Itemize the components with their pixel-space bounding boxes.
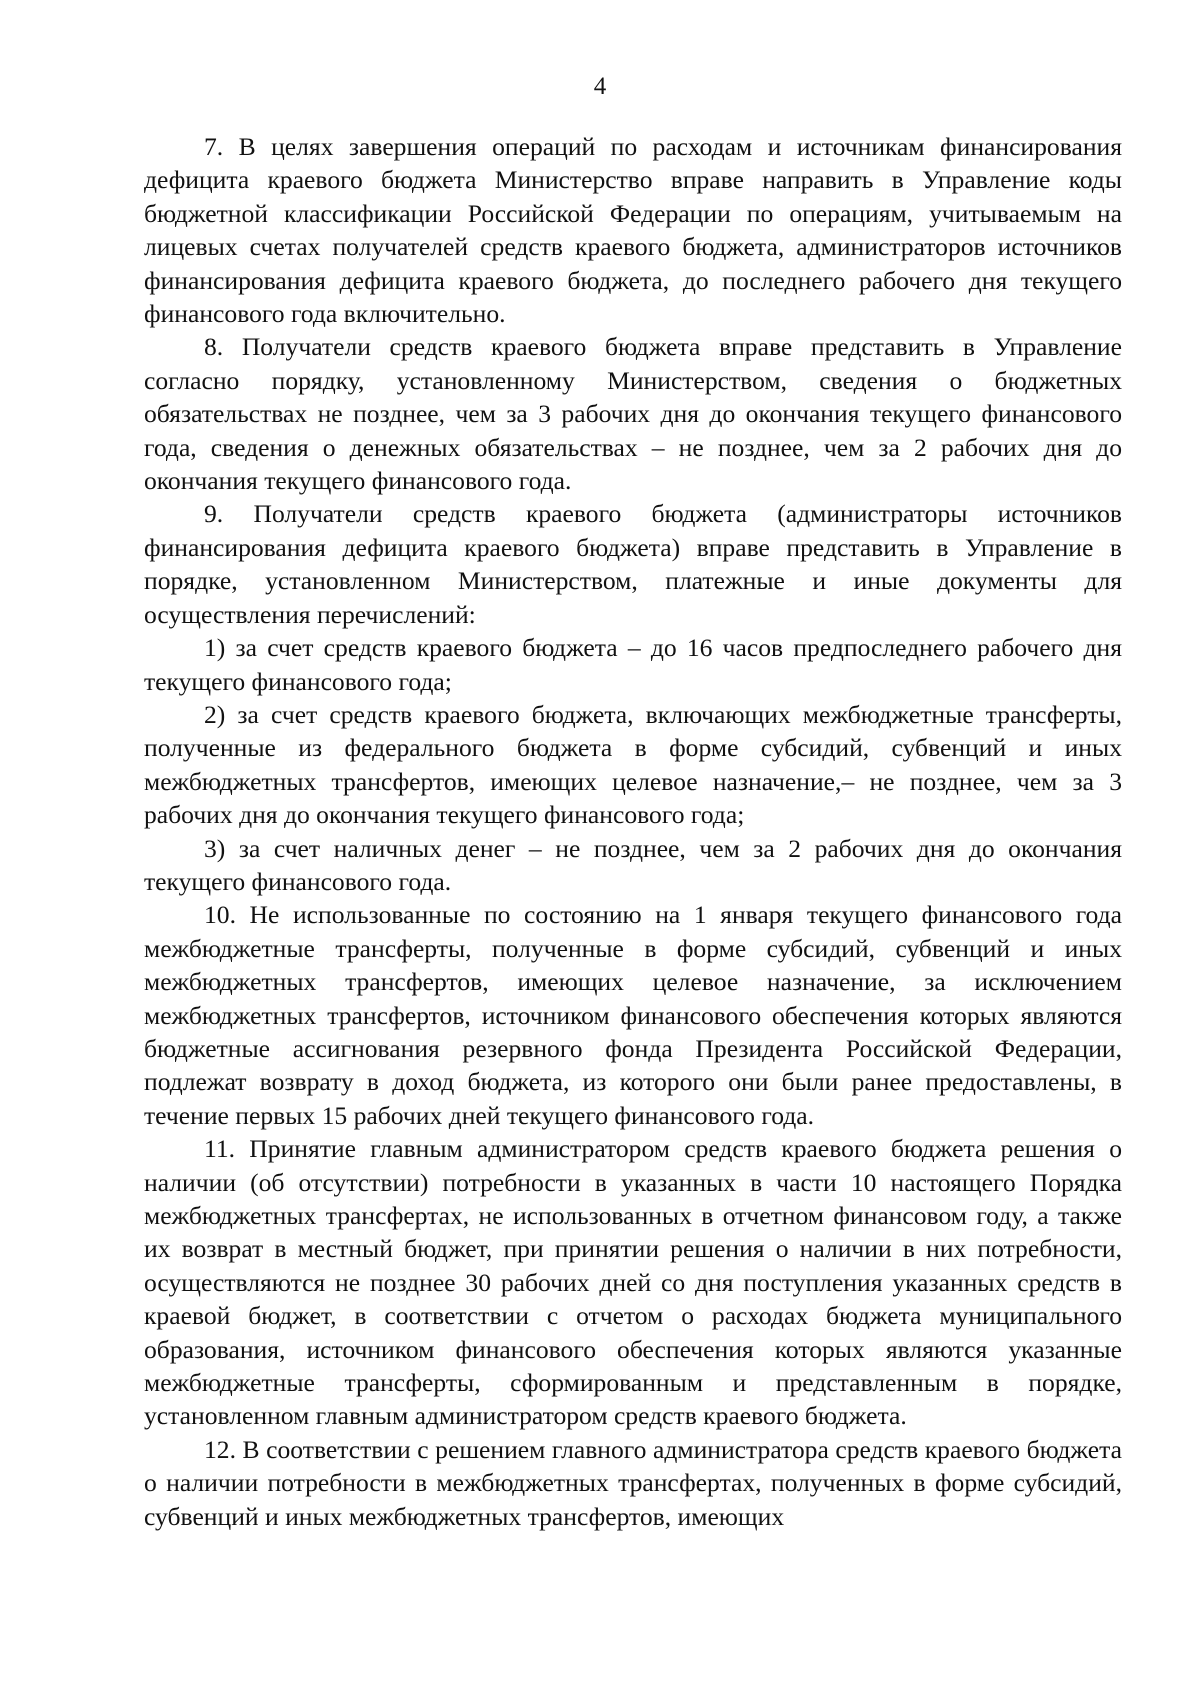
paragraph-10: 10. Не использованные по состоянию на 1 января текущего финансового года межбюджетные трансферты, полученные в форме субсидий, субвенций и иных межбюджетных трансфертов, имеющих целевое назначение, за исключением межбюджетных трансфертов, источником финансового обеспечения которых являются бюджетные ассигнования резервного фонда Президента Российской Федерации, подлежат возврату в доход бюджета, из которого они были ранее предоставлены, в течение первых 15 рабочих дней текущего финансового года.: [144, 900, 1122, 1130]
paragraph-12: 12. В соответствии с решением главного администратора средств краевого бюджета о наличии потребности в межбюджетных трансфертах, полученных в форме субсидий, субвенций и иных межбюджетных трансфертов, имеющих: [144, 1434, 1122, 1531]
paragraph-9-item-1: 1) за счет средств краевого бюджета – до 16 часов предпоследнего рабочего дня текущего финансового года;: [144, 633, 1122, 696]
paragraph-7: 7. В целях завершения операций по расходам и источникам финансирования дефицита краевого бюджета Министерство вправе направить в Управление коды бюджетной классификации Российской Федерации по операциям, учитываемым на лицевых счетах получателей средств краевого бюджета, администраторов источников финансирования дефицита краевого бюджета, до последнего рабочего дня текущего финансового года включительно.: [144, 132, 1122, 329]
paragraph-9-item-2: 2) за счет средств краевого бюджета, включающих межбюджетные трансферты, полученные из федерального бюджета в форме субсидий, субвенций и иных межбюджетных трансфертов, имеющих целевое назначение,– не позднее, чем за 3 рабочих дня до окончания текущего финансового года;: [144, 699, 1122, 830]
paragraph-11: 11. Принятие главным администратором средств краевого бюджета решения о наличии (об отсутствии) потребности в указанных в части 10 настоящего Порядка межбюджетных трансфертах, не использованных в отчетном финансовом году, а также их возврат в местный бюджет, при принятии решения о наличии в них потребности, осуществляются не позднее 30 рабочих дней со дня поступления указанных средств в краевой бюджет, в соответствии с отчетом о расходах бюджета муниципального образования, источником финансового обеспечения которых являются указанные межбюджетные трансферты, сформированным и представленным в порядке, установленном главным администратором средств краевого бюджета.: [144, 1134, 1122, 1431]
page-number: 4: [593, 73, 607, 100]
paragraph-8: 8. Получатели средств краевого бюджета вправе представить в Управление согласно порядку, установленному Министерством, сведения о бюджетных обязательствах не позднее, чем за 3 рабочих дня до окончания текущего финансового года, сведения о денежных обязательствах – не позднее, чем за 2 рабочих дня до окончания текущего финансового года.: [144, 332, 1122, 496]
paragraph-9-item-3: 3) за счет наличных денег – не позднее, чем за 2 рабочих дня до окончания текущего финансового года.: [144, 833, 1122, 896]
paragraph-9: 9. Получатели средств краевого бюджета (администраторы источников финансирования дефицита краевого бюджета) вправе представить в Управление в порядке, установленном Министерством, платежные и иные документы для осуществления перечислений:: [144, 499, 1122, 629]
document-body: [144, 130, 1122, 1533]
